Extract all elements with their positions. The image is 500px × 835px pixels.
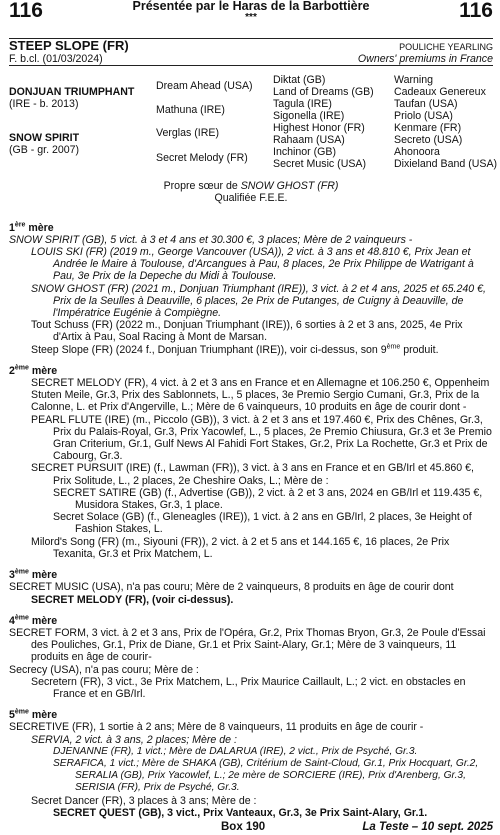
heading-sup: ème [14,568,29,576]
dam-entry: SECRET MUSIC (USA), n'a pas couru; Mère de 2 vainqueurs, 8 produits en âge de courir dont [9,581,454,594]
heading-sup: ère [14,221,26,229]
sire-name: DONJUAN TRIUMPHANT [9,86,135,99]
progeny-entry: Tout Schuss (FR) (2022 m., Donjuan Triumphant (IRE)), 6 sorties à 2 et 3 ans, 2025, 4e Prix d'Artix à Pau, Soal Racing à Mont de Marsan. [31,319,463,344]
pedigree-g2-1: Dream Ahead (USA) [156,80,253,93]
pedigree-g4-3: Taufan (USA) [394,98,458,111]
pedigree-g3-5: Highest Honor (FR) [273,122,365,135]
progeny-text: Steep Slope (FR) (2024 f., Donjuan Triumphant (IRE)), voir ci-dessus, son 9 [31,343,387,356]
heading-sup: ème [14,614,29,622]
owners-premiums: Owners' premiums in France [357,53,493,66]
horse-category: POULICHE YEARLING [399,42,493,52]
heading-sup: ème [14,364,29,372]
heading-sup: ème [14,708,29,716]
heading-number: 3 [9,569,15,582]
sister-note [9,180,493,192]
dam-name: SNOW SPIRIT [9,132,80,145]
heading-label: mère [28,709,58,722]
sale-place-date: La Teste – 10 sept. 2025 [362,821,493,833]
pedigree-table [9,74,498,193]
progeny-entry: SECRET QUEST (GB), 3 vict., Prix Vanteaux, Gr.3, 3e Prix Saint-Alary, Gr.1. [53,806,428,819]
progeny-entry: Secretern (FR), 3 vict., 3e Prix Matchem, L., Prix Maurice Caillault, L.; 2 vict. en obstacles en France et en GB/Irl. [31,675,466,700]
section-fourth-dam [9,615,493,700]
pedigree-g3-8: Secret Music (USA) [273,158,367,171]
pedigree-rule [9,65,493,66]
horse-name: STEEP SLOPE (FR) [9,38,129,53]
progeny-entry: SERVIA, 2 vict. à 3 ans, 2 places; Mère de : [31,733,237,746]
lot-number-left: 116 [9,0,43,22]
qualification-note: Qualifiée F.E.E. [214,192,288,205]
pedigree-g3-4: Sigonella (IRE) [273,110,345,123]
progeny-entry: SECRET PURSUIT (IRE) (f., Lawman (FR)), 3 vict. à 3 ans en France et en GB/Irl et 45.860 €, Prix Solitude, L., 2 places, 2e Cheshire Oaks, L.; Mère de : [31,462,474,487]
progeny-entry: SECRET MELODY (FR), (voir ci-dessus). [31,593,234,606]
box-number: Box 190 [221,821,266,833]
dam-entry: SECRET MELODY (FR), 4 vict. à 2 et 3 ans en France et en Allemagne et 106.250 €, Oppenheim Stuten Meile, Gr.3, Prix des Sablonnets, L., 5 places, 3e Premio Sergio Cumani, Gr.3, Prix de la Calonne, L. et Prix d'Angerville, L.; Mère de 6 vainqueurs, 10 produits en âge de courir dont - [31,377,490,414]
pedigree-g3-7: Inchinor (GB) [273,146,336,159]
heading-number: 1 [9,221,15,234]
pedigree-g4-5: Kenmare (FR) [394,122,462,135]
progeny-entry [9,344,493,356]
section-fifth-dam [9,709,493,819]
progeny-entry: LOUIS SKI (FR) (2019 m., George Vancouver (USA)), 2 vict. à 3 ans et 48.810 €, Prix Jean et Andrée le Maire à Toulouse, d'Arcangues à Pau, 8 places, 2e Prix Philippe de Watrigant à Pau, 3e Prix de la Depeche du Midi à Toulouse. [31,246,474,283]
section-first-dam [9,222,493,356]
section-heading [9,615,493,627]
catalogue-page [9,0,498,819]
dam-detail: (GB - gr. 2007) [9,144,80,157]
page-header [9,0,493,38]
pedigree-g4-2: Cadeaux Genereux [394,86,486,99]
pedigree-g3-2: Land of Dreams (GB) [273,86,374,99]
dam-entry: SECRET FORM, 3 vict. à 2 et 3 ans, Prix de l'Opéra, Gr.2, Prix Thomas Bryon, Gr.3, 2e Poule d'Essai des Pouliches, Gr.1, Prix de Diane, Gr.1 et Prix Saint-Alary, Gr.1; Mère de 3 vainqueurs, 11 produits en âge de courir- [9,626,486,664]
progeny-sup: ème [386,343,401,351]
heading-number: 5 [9,709,15,722]
heading-label: mère [25,221,54,234]
pedigree-g3-3: Tagula (IRE) [273,98,332,111]
section-second-dam [9,365,493,560]
progeny-text-end: produit. [400,343,439,356]
heading-label: mère [28,569,58,582]
sister-note-text: Propre sœur de [163,180,241,193]
progeny-entry: SERAFICA, 1 vict.; Mère de SHAKA (GB), Critérium de Saint-Cloud, Gr.1, Prix Hocquart, Gr.2, SERALIA (GB), Prix Yacowlef, L.; 2e mère de SORCIERE (IRE), Prix d'Arenberg, Gr.3, SERISIA (FR), Prix de Psyché, Gr.3. [53,757,479,794]
progeny-entry: SECRET SATIRE (GB) (f., Advertise (GB)), 2 vict. à 2 et 3 ans, 2024 en GB/Irl et 119.435 €, Musidora Stakes, Gr.3, 1 place. [53,486,483,512]
pedigree-g2-2: Mathuna (IRE) [156,104,225,117]
dam-entry: SECRETIVE (FR), 1 sortie à 2 ans; Mère de 8 vainqueurs, 11 produits en âge de courir - [9,721,424,734]
dam-entry: SNOW SPIRIT (GB), 5 vict. à 3 et 4 ans et 30.300 €, 3 places; Mère de 2 vainqueurs - [9,233,413,246]
heading-number: 4 [9,614,15,627]
horse-birth: F. b.cl. (01/03/2024) [9,53,103,66]
heading-number: 2 [9,364,15,377]
sire-detail: (IRE - b. 2013) [9,98,79,111]
sister-note-name: SNOW GHOST (FR) [240,180,339,193]
heading-label: mère [28,614,58,627]
pedigree-g4-8: Dixieland Band (USA) [394,158,498,171]
progeny-entry: Secret Solace (GB) (f., Gleneagles (IRE)), 1 vict. à 2 ans en GB/Irl, 2 places, 3e Height of Fashion Stakes, L. [53,511,472,536]
pedigree-g2-4: Secret Melody (FR) [156,152,248,165]
heading-label: mère [28,364,58,377]
section-heading [9,365,493,377]
lot-number-right: 116 [459,0,493,22]
progeny-entry: SNOW GHOST (FR) (2021 m., Donjuan Triumphant (IRE)), 3 vict. à 2 et 4 ans, 2025 et 65.240 €, Prix de la Seulles à Deauville, 6 places, 2e Prix de Putanges, de Cuigny à Deauville, de l'Impératrice Eugénie à Compiègne. [31,282,486,320]
section-heading [9,222,493,234]
presenter-line: Présentée par le Haras de la Barbottière [132,0,370,13]
horse-id-row [9,39,493,53]
section-third-dam [9,569,493,606]
progeny-entry: DJENANNE (FR), 1 vict.; Mère de DALARUA (IRE), 2 vict., Prix de Psyché, Gr.3. [53,745,418,757]
section-heading [9,709,493,721]
pedigree-g4-6: Secreto (USA) [394,134,463,147]
pedigree-g4-7: Ahonoora [394,146,440,159]
stars: *** [245,12,257,23]
progeny-entry: Secrecy (USA), n'a pas couru; Mère de : [9,663,199,676]
pedigree-g2-3: Verglas (IRE) [156,127,219,140]
pedigree-g4-1: Warning [394,74,434,87]
progeny-entry: Milord's Song (FR) (m., Siyouni (FR)), 2 vict. à 2 et 5 ans et 144.165 €, 16 places, 2e Prix Texanita, Gr.3 et Prix Matchem, L. [31,535,450,560]
pedigree-g3-6: Rahaam (USA) [273,134,345,147]
pedigree-g3-1: Diktat (GB) [273,74,326,87]
progeny-entry: PEARL FLUTE (IRE) (m., Piccolo (GB)), 3 vict. à 2 et 3 ans et 197.460 €, Prix des Chênes, Gr.3, Prix du Palais-Royal, Gr.3, Prix Yacowlef, L., 5 places, 2e Premio Chiusura, Gr.3 et 3e Premio Gran Criterium, Gr.1, Gulf News Al Fahidi Fort Stakes, Gr.2, Prix La Rochette, Gr.3 et Prix de Cabourg, Gr.3. [31,413,492,463]
pedigree-g4-4: Priolo (USA) [394,110,453,123]
horse-detail-row [9,53,493,65]
section-heading [9,569,493,581]
progeny-entry: Secret Dancer (FR), 3 places à 3 ans; Mère de : [31,794,257,807]
